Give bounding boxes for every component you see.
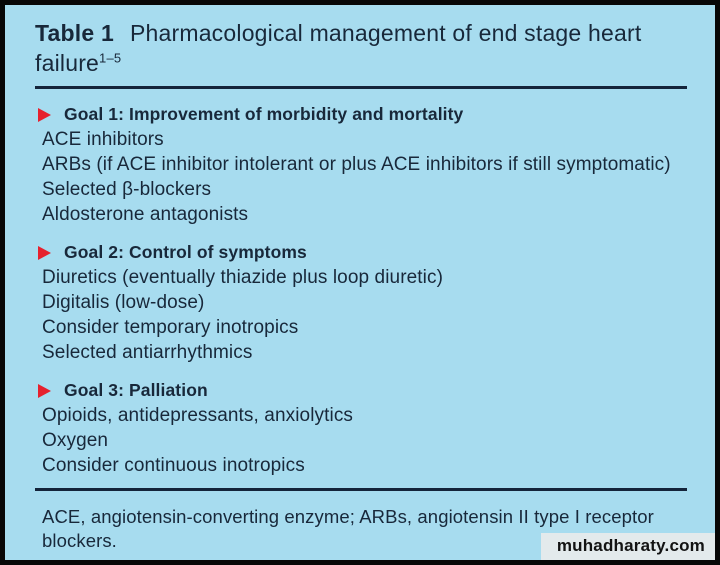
list-item: ACE inhibitors — [42, 129, 164, 150]
triangle-bullet-icon — [38, 108, 51, 122]
list-item: ARBs (if ACE inhibitor intolerant or plus ACE inhibitors if still symptomatic) — [42, 154, 671, 175]
list-item: Diuretics (eventually thiazide plus loop diuretic) — [42, 267, 444, 288]
table-label: Table 1 — [35, 20, 114, 46]
list-item: Selected β-blockers — [42, 179, 212, 200]
section-heading — [38, 104, 687, 125]
section-goal-2 — [5, 242, 715, 365]
list-item: Opioids, antidepressants, anxiolytics — [42, 405, 354, 426]
list-item: Digitalis (low-dose) — [42, 292, 205, 313]
section-heading-text: Goal 3: Palliation — [64, 380, 208, 400]
watermark: muhadharaty.com — [541, 533, 715, 560]
title-divider — [35, 86, 687, 89]
footnote: ACE, angiotensin-converting enzyme; ARBs, angiotensin II type I receptor blockers. — [42, 506, 654, 551]
triangle-bullet-icon — [38, 246, 51, 260]
list-item: Consider continuous inotropics — [42, 455, 305, 476]
section-heading-text: Goal 1: Improvement of morbidity and mortality — [64, 104, 464, 124]
section-heading-text: Goal 2: Control of symptoms — [64, 242, 307, 262]
list-item: Selected antiarrhythmics — [42, 342, 253, 363]
section-heading — [38, 242, 687, 263]
section-goal-1 — [5, 104, 715, 227]
list-item: Aldosterone antagonists — [42, 204, 249, 225]
footnote-divider — [35, 488, 687, 491]
list-item: Oxygen — [42, 430, 109, 451]
section-heading — [38, 380, 687, 401]
table-title-text: Pharmacological management of end stage heart failure — [35, 20, 642, 76]
list-item: Consider temporary inotropics — [42, 317, 299, 338]
section-goal-3 — [5, 380, 715, 478]
triangle-bullet-icon — [38, 384, 51, 398]
table-title — [35, 18, 687, 78]
table-title-citation: 1–5 — [99, 50, 122, 66]
